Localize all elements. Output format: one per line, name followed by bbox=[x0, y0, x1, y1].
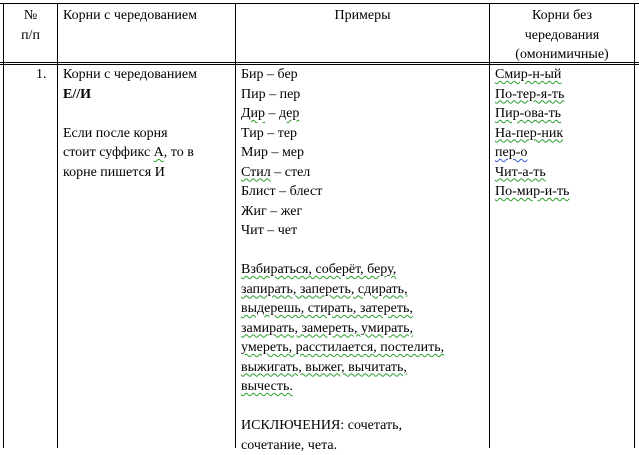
header-alternating-roots: Корни с чередованием bbox=[63, 6, 233, 26]
table-border-top bbox=[0, 3, 639, 4]
header-num: № п/п bbox=[4, 6, 57, 45]
homonyms-cell bbox=[495, 65, 633, 202]
table-border-right bbox=[634, 3, 635, 448]
pair-item: Жиг – жег bbox=[241, 202, 488, 222]
pair-item: Чит – чет bbox=[241, 221, 488, 241]
example-line: замирать, замереть, умирать, bbox=[241, 319, 488, 339]
pair-item: Бир – бер bbox=[241, 65, 488, 85]
table-col-divider-2 bbox=[235, 3, 236, 448]
example-line: Взбираться, соберёт, беру, bbox=[241, 260, 488, 280]
rule-text-2: стоит суффикс А, то в bbox=[63, 143, 233, 163]
rule-text-1: Если после корня bbox=[63, 124, 233, 144]
pair-item: Пир – пер bbox=[241, 85, 488, 105]
pair-item: Дир – дер bbox=[241, 104, 488, 124]
pair-item: Тир – тер bbox=[241, 124, 488, 144]
homonym-item: Смир-н-ый bbox=[495, 65, 633, 85]
example-line: выдерешь, стирать, затереть, bbox=[241, 299, 488, 319]
example-line: запирать, запереть, сдирать, bbox=[241, 280, 488, 300]
homonym-item: пер-о bbox=[495, 143, 633, 163]
table-col-divider-1 bbox=[57, 3, 58, 448]
pair-item: Блист – блест bbox=[241, 182, 488, 202]
pair-item: Мир – мер bbox=[241, 143, 488, 163]
homonym-item: По-тер-я-ть bbox=[495, 85, 633, 105]
table-border-left bbox=[3, 3, 4, 448]
example-line: выжигать, выжег, вычитать, bbox=[241, 358, 488, 378]
example-line: умереть, расстилается, постелить, bbox=[241, 338, 488, 358]
example-line: вычесть. bbox=[241, 377, 488, 397]
rule-cell bbox=[63, 65, 233, 182]
homonym-item: Пир-ова-ть bbox=[495, 104, 633, 124]
exceptions-line-2: сочетание, чета. bbox=[241, 436, 488, 455]
header-homonymous-roots: Корни без чередования (омонимичные) bbox=[490, 6, 634, 65]
exceptions-line-1: ИСКЛЮЧЕНИЯ: сочетать, bbox=[241, 416, 488, 436]
homonym-item: По-мир-и-ть bbox=[495, 182, 633, 202]
header-examples: Примеры bbox=[236, 6, 489, 26]
rule-text-3: корне пишется И bbox=[63, 163, 233, 183]
homonym-item: На-пер-ник bbox=[495, 124, 633, 144]
rule-alternation: Е//И bbox=[63, 85, 233, 105]
homonym-item: Чит-а-ть bbox=[495, 163, 633, 183]
rule-title: Корни с чередованием bbox=[63, 65, 233, 85]
table-col-divider-3 bbox=[489, 3, 490, 448]
row-number: 1. bbox=[36, 65, 47, 85]
examples-cell bbox=[241, 65, 488, 455]
pair-item: Стил – стел bbox=[241, 163, 488, 183]
